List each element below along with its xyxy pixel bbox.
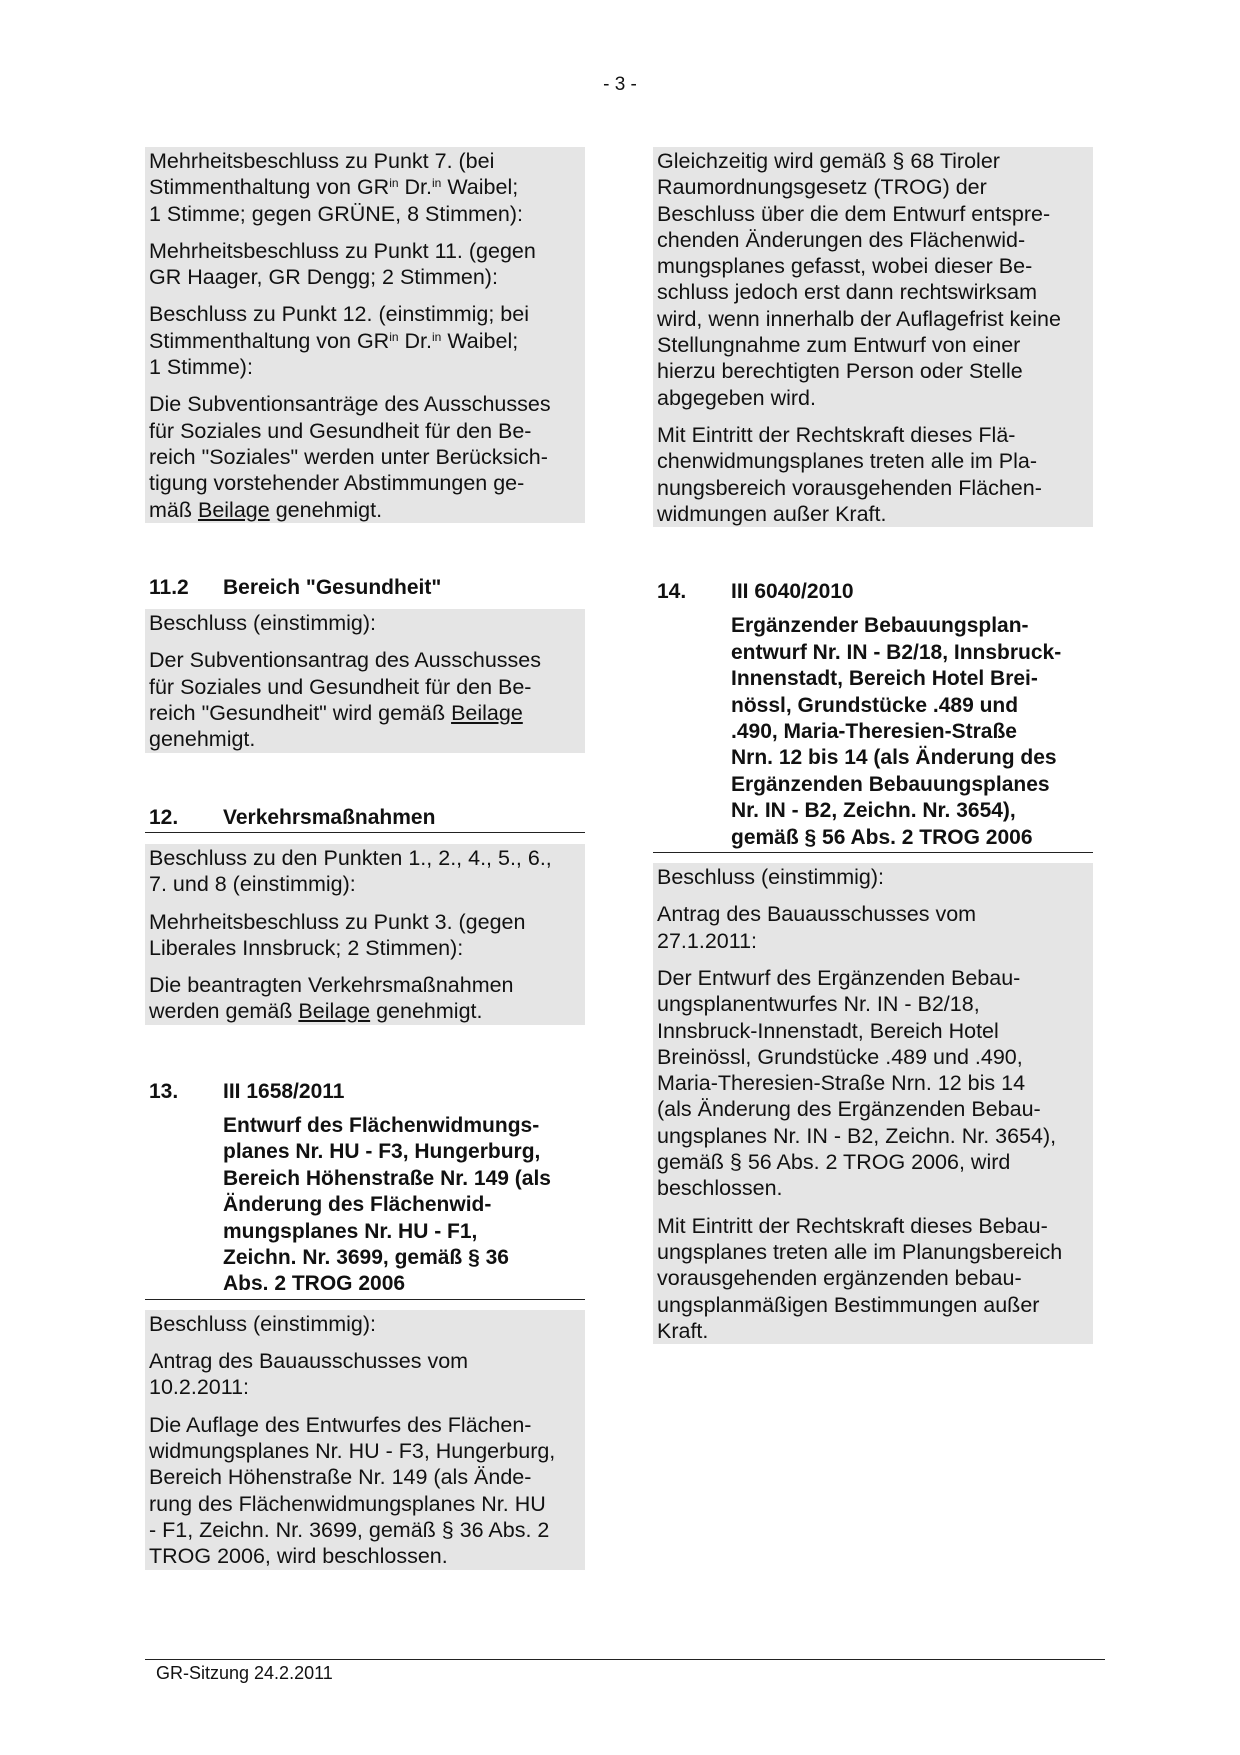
resolution-block-health [145, 609, 585, 752]
paragraph-simultaneous-decision: Gleichzeitig wird gemäß § 68 Tiroler Raumordnungsgesetz (TROG) der Beschluss über die dem Entwurf entspre- chenden Änderungen des Flächenwid- mungsplanes gefasst, wobei dieser Be- schluss jedoch erst dann rechtswirksam wird, wenn innerhalb der Auflagefrist keine Stellungnahme zum Entwurf von einer hierzu berechtigten Person oder Stelle abgegeben wird. [657, 149, 1061, 410]
paragraph-traffic-measures: Die beantragten Verkehrsmaßnahmen werden gemäß Beilage genehmigt. [149, 973, 514, 1024]
paragraph-application: Antrag des Bauausschusses vom 10.2.2011: [149, 1349, 469, 1400]
resolution-block-14 [653, 863, 1093, 1344]
paragraph-resolution-points: Beschluss zu den Punkten 1., 2., 4., 5., 6., 7. und 8 (einstimmig): [149, 845, 552, 897]
paragraph-subsidy-health: Der Subventionsantrag des Ausschusses für Soziales und Gesundheit für den Be- reich "Gesundheit" wird gemäß Beilage genehmigt. [149, 648, 542, 752]
section-subtitle-14: Ergänzender Bebauungsplan- entwurf Nr. IN - B2/18, Innsbruck- Innenstadt, Bereich Hotel Brei- nössl, Grundstücke .489 und .490, Maria-Theresien-Straße Nrn. 12 bis 14 (als Änderung des Ergänzenden Bebauungsplanes Nr. IN - B2, Zeichn. Nr. 3654), gemäß § 56 Abs. 2 TROG 2006 [653, 613, 1093, 853]
paragraph-majority-item-11: Mehrheitsbeschluss zu Punkt 11. (gegen GR Haager, GR Dengg; 2 Stimmen): [149, 238, 536, 290]
paragraph-resolution: Beschluss (einstimmig): [657, 865, 884, 890]
beilage-link[interactable]: Beilage [197, 497, 270, 522]
paragraph-legal-force: Mit Eintritt der Rechtskraft dieses Flä- chenwidmungsplanes treten alle im Pla- nungsbereich vorausgehenden Flächen- widmungen außer Kraft. [657, 422, 1042, 526]
paragraph-draft-decision: Der Entwurf des Ergänzenden Bebau- ungsplanentwurfes Nr. IN - B2/18, Innsbruck-Innenstadt, Bereich Hotel Breinössl, Grundstücke .489 und .490, Maria-Theresien-Straße Nrn. 12 bis 14 (als Änderung des Ergänzenden Bebau- ungsplanes Nr. IN - B2, Zeichn. Nr. 3654), gemäß § 56 Abs. 2 TROG 2006, wird beschlossen. [657, 966, 1057, 1201]
resolution-block-social [145, 147, 585, 523]
section-heading-13: 13. III 1658/2011 [149, 1079, 345, 1103]
paragraph-majority-item-3: Mehrheitsbeschluss zu Punkt 3. (gegen Liberales Innsbruck; 2 Stimmen): [149, 909, 526, 960]
paragraph-majority-item-7: Mehrheitsbeschluss zu Punkt 7. (bei Stimmenthaltung von $GR^{in}$ Dr.$^{in}$ Waibel; 1 Stimme; gegen GRÜNE, 8 Stimmen): [149, 149, 523, 226]
section-heading-12: 12. Verkehrsmaßnahmen [145, 805, 585, 833]
paragraph-subsidy-social: Die Subventionsanträge des Ausschusses für Soziales und Gesundheit für den Be- reich "Soziales" werden unter Berücksich- tigung vorstehender Abstimmungen ge- mäß Beilage genehmigt. [149, 392, 551, 522]
page-number: - 3 - [603, 74, 637, 95]
left-column [145, 147, 585, 1572]
paragraph-application: Antrag des Bauausschusses vom 27.1.2011: [657, 902, 977, 953]
section-subtitle-13: Entwurf des Flächenwidmungs- planes Nr. HU - F3, Hungerburg, Bereich Höhenstraße Nr. 149 (als Änderung des Flächenwid- mungsplanes Nr. HU - F1, Zeichn. Nr. 3699, gemäß § 36 Abs. 2 TROG 2006 [145, 1113, 585, 1300]
resolution-block-13 [145, 1310, 585, 1570]
resolution-block-traffic [145, 844, 585, 1025]
paragraph-draft-decision: Die Auflage des Entwurfes des Flächen- widmungsplanes Nr. HU - F3, Hungerburg, Bereich Höhenstraße Nr. 149 (als Ände- rung des Flächenwidmungsplanes Nr. HU - F1, Zeichn. Nr. 3699, gemäß § 36 Abs. 2 TROG 2006, wird beschlossen. [149, 1412, 556, 1569]
beilage-link[interactable]: Beilage [298, 999, 371, 1024]
beilage-link[interactable]: Beilage [451, 701, 523, 726]
paragraph-legal-force: Mit Eintritt der Rechtskraft dieses Bebau- ungsplanes treten alle im Planungsbereich vorausgehenden ergänzenden bebau- ungsplanmäßigen Bestimmungen außer Kraft. [657, 1213, 1063, 1343]
paragraph-resolution: Beschluss (einstimmig): [149, 1311, 376, 1336]
section-heading-14: 14. III 6040/2010 [657, 580, 854, 604]
paragraph-resolution-item-12: Beschluss zu Punkt 12. (einstimmig; bei Stimmenthaltung von $GR^{in}$ Dr.$^{in}$ Waibel; 1 Stimme): [149, 302, 529, 380]
section-heading-11-2: 11.2 Bereich "Gesundheit" [149, 575, 442, 599]
right-column [653, 147, 1093, 1346]
footer-divider [145, 1659, 1105, 1660]
resolution-block-continued [653, 147, 1093, 527]
paragraph-resolution: Beschluss (einstimmig): [149, 611, 376, 636]
footer-session-date: GR-Sitzung 24.2.2011 [156, 1663, 333, 1683]
